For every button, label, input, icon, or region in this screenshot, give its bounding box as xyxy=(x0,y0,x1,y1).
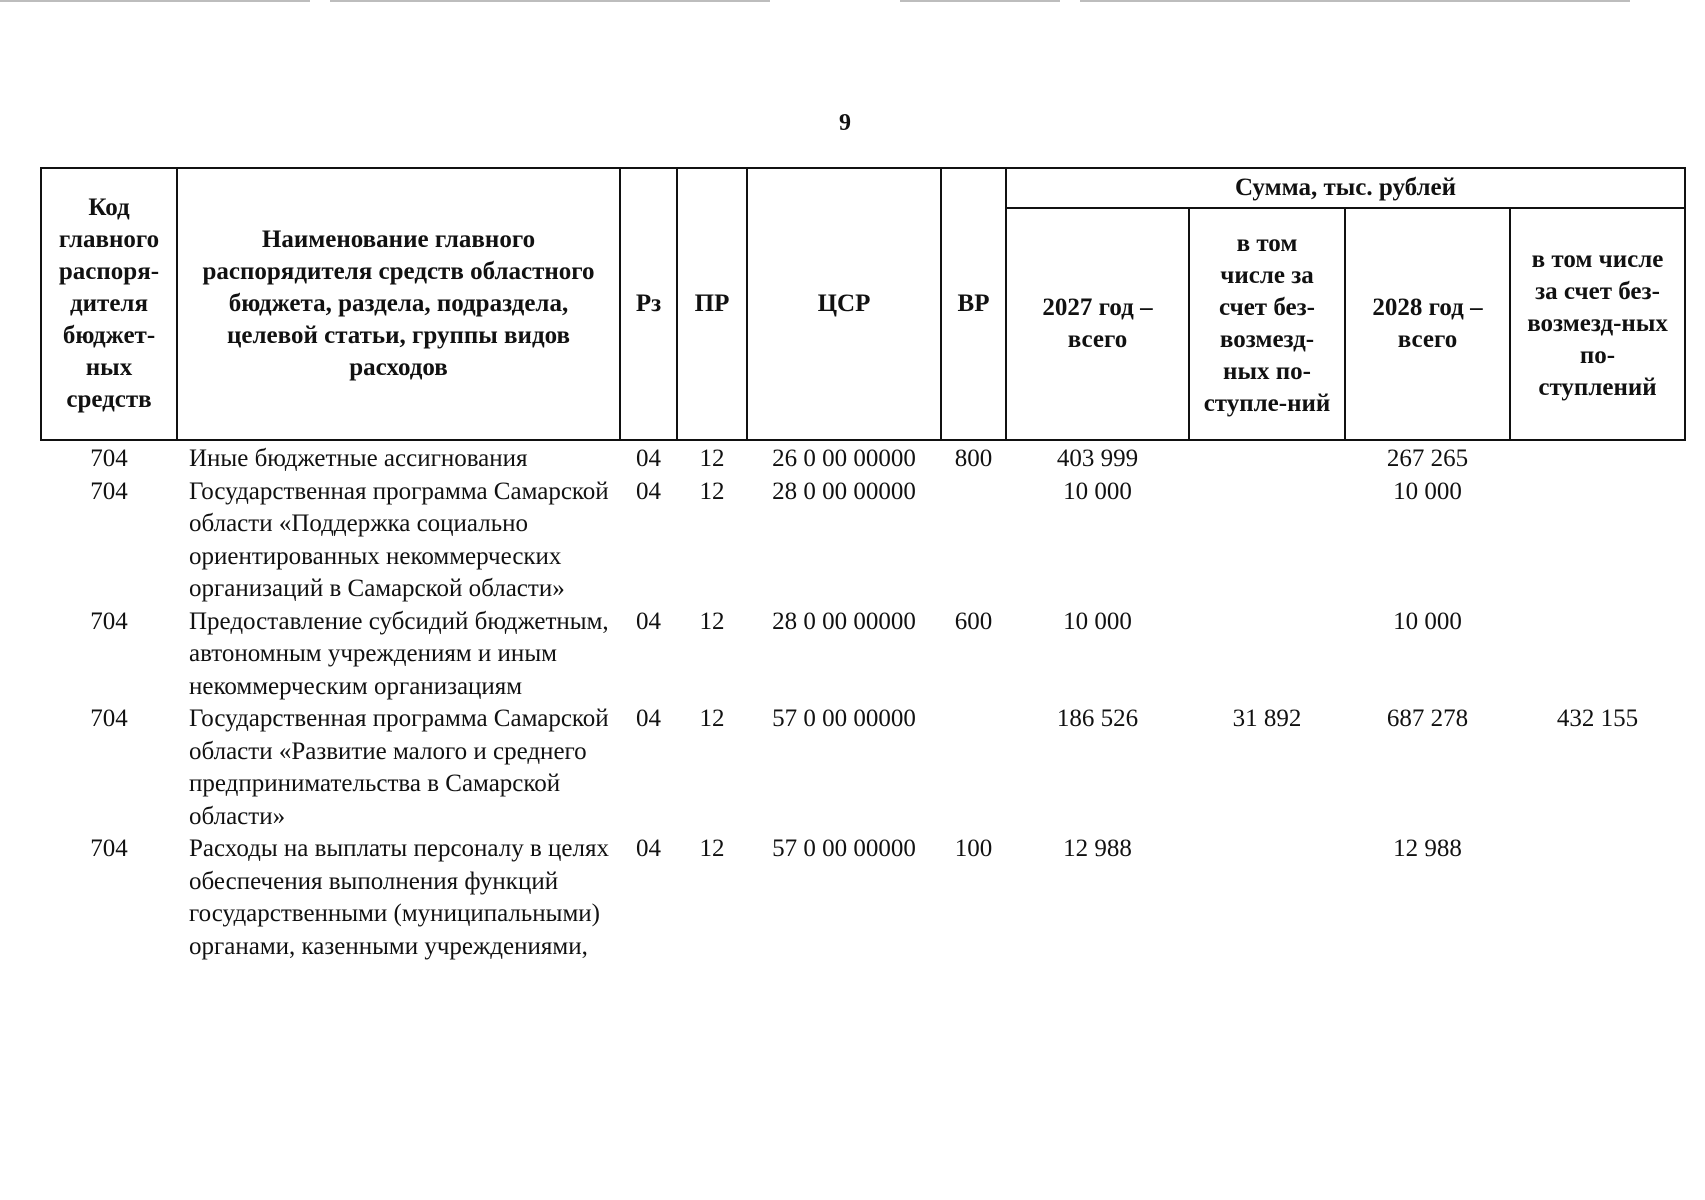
cell-csr: 28 0 00 00000 xyxy=(772,607,916,635)
header-pr: ПР xyxy=(677,168,747,440)
cell-kod: 704 xyxy=(90,477,128,505)
header-name: Наименование главного распорядителя средств областного бюджета, раздела, подраздела, целевой статьи, группы видов расходов xyxy=(177,168,620,440)
scan-edge-line-3 xyxy=(900,0,1060,2)
cell-2028-gratuitous xyxy=(1510,833,1685,963)
scan-edge-line-2 xyxy=(330,0,770,2)
cell-2027-gratuitous xyxy=(1189,833,1345,963)
cell-vr xyxy=(941,476,1006,606)
cell-2028-gratuitous xyxy=(1510,476,1685,606)
cell-pr: 12 xyxy=(699,607,725,635)
page-number: 9 xyxy=(839,110,851,136)
cell-2027-total: 12 988 xyxy=(1063,835,1132,862)
cell-csr: 28 0 00 00000 xyxy=(772,477,916,505)
cell-csr: 57 0 00 00000 xyxy=(772,835,916,862)
cell-csr: 57 0 00 00000 xyxy=(772,705,916,732)
table-header xyxy=(41,168,1685,440)
cell-rz: 04 xyxy=(636,835,661,862)
cell-vr xyxy=(941,703,1006,833)
cell-vr: 800 xyxy=(954,445,993,472)
cell-rz: 04 xyxy=(636,477,661,505)
cell-2028-total: 267 265 xyxy=(1386,445,1469,472)
cell-2028-total: 10 000 xyxy=(1393,607,1462,635)
table-body xyxy=(41,440,1685,963)
cell-rz: 04 xyxy=(636,607,661,635)
scan-edge-line-1 xyxy=(0,0,310,2)
cell-vr: 100 xyxy=(954,835,993,862)
cell-csr: 26 0 00 00000 xyxy=(772,445,916,472)
header-csr: ЦСР xyxy=(747,168,941,440)
cell-pr: 12 xyxy=(699,835,725,862)
cell-2027-total: 10 000 xyxy=(1063,607,1132,635)
cell-rz: 04 xyxy=(636,445,661,472)
cell-pr: 12 xyxy=(699,445,725,472)
cell-2027-gratuitous xyxy=(1189,476,1345,606)
header-2028-gratuitous: в том числе за счет без-возмезд-ных по-ступлений xyxy=(1510,208,1685,440)
table-row xyxy=(41,476,1685,606)
cell-2027-total: 186 526 xyxy=(1056,705,1139,732)
table-row xyxy=(41,606,1685,704)
cell-pr: 12 xyxy=(699,705,725,732)
cell-2027-gratuitous xyxy=(1189,440,1345,476)
cell-2027-gratuitous xyxy=(1189,606,1345,704)
cell-2027-gratuitous: 31 892 xyxy=(1232,705,1302,732)
table-row xyxy=(41,703,1685,833)
cell-kod: 704 xyxy=(90,445,128,472)
cell-rz: 04 xyxy=(636,705,661,732)
cell-2028-gratuitous: 432 155 xyxy=(1556,705,1639,732)
cell-2028-total: 12 988 xyxy=(1393,835,1462,862)
table-row xyxy=(41,440,1685,476)
cell-2028-gratuitous xyxy=(1510,440,1685,476)
header-2027-gratuitous: в том числе за счет без-возмезд-ных по-ступле-ний xyxy=(1189,208,1345,440)
budget-table xyxy=(40,167,1686,963)
cell-2027-total: 403 999 xyxy=(1056,445,1139,472)
cell-pr: 12 xyxy=(699,477,725,505)
header-sum-group: Сумма, тыс. рублей xyxy=(1006,168,1685,208)
cell-kod: 704 xyxy=(90,607,128,635)
cell-name: Расходы на выплаты персоналу в целях обеспечения выполнения функций государственными (муниципальными) органами, казенными учреждениями, xyxy=(189,835,609,960)
cell-2027-total: 10 000 xyxy=(1063,477,1132,505)
cell-2028-gratuitous xyxy=(1510,606,1685,704)
cell-name: Предоставление субсидий бюджетным, автономным учреждениям и иным некоммерческим организациям xyxy=(189,607,609,700)
header-2028-total: 2028 год – всего xyxy=(1345,208,1510,440)
cell-vr: 600 xyxy=(954,607,993,635)
header-kod: Код главного распоря-дителя бюджет-ных средств xyxy=(41,168,177,440)
cell-2028-total: 10 000 xyxy=(1393,477,1462,505)
header-2027-total: 2027 год – всего xyxy=(1006,208,1189,440)
cell-name: Иные бюджетные ассигнования xyxy=(189,445,528,472)
scan-edge-line-4 xyxy=(1080,0,1630,2)
header-rz: Рз xyxy=(620,168,677,440)
cell-name: Государственная программа Самарской области «Поддержка социально ориентированных некоммерческих организаций в Самарской области» xyxy=(189,477,609,602)
header-vr: ВР xyxy=(941,168,1006,440)
cell-name: Государственная программа Самарской области «Развитие малого и среднего предпринимательства в Самарской области» xyxy=(189,705,609,830)
table-row xyxy=(41,833,1685,963)
cell-2028-total: 687 278 xyxy=(1386,705,1469,732)
cell-kod: 704 xyxy=(90,835,128,862)
cell-kod: 704 xyxy=(90,705,128,732)
